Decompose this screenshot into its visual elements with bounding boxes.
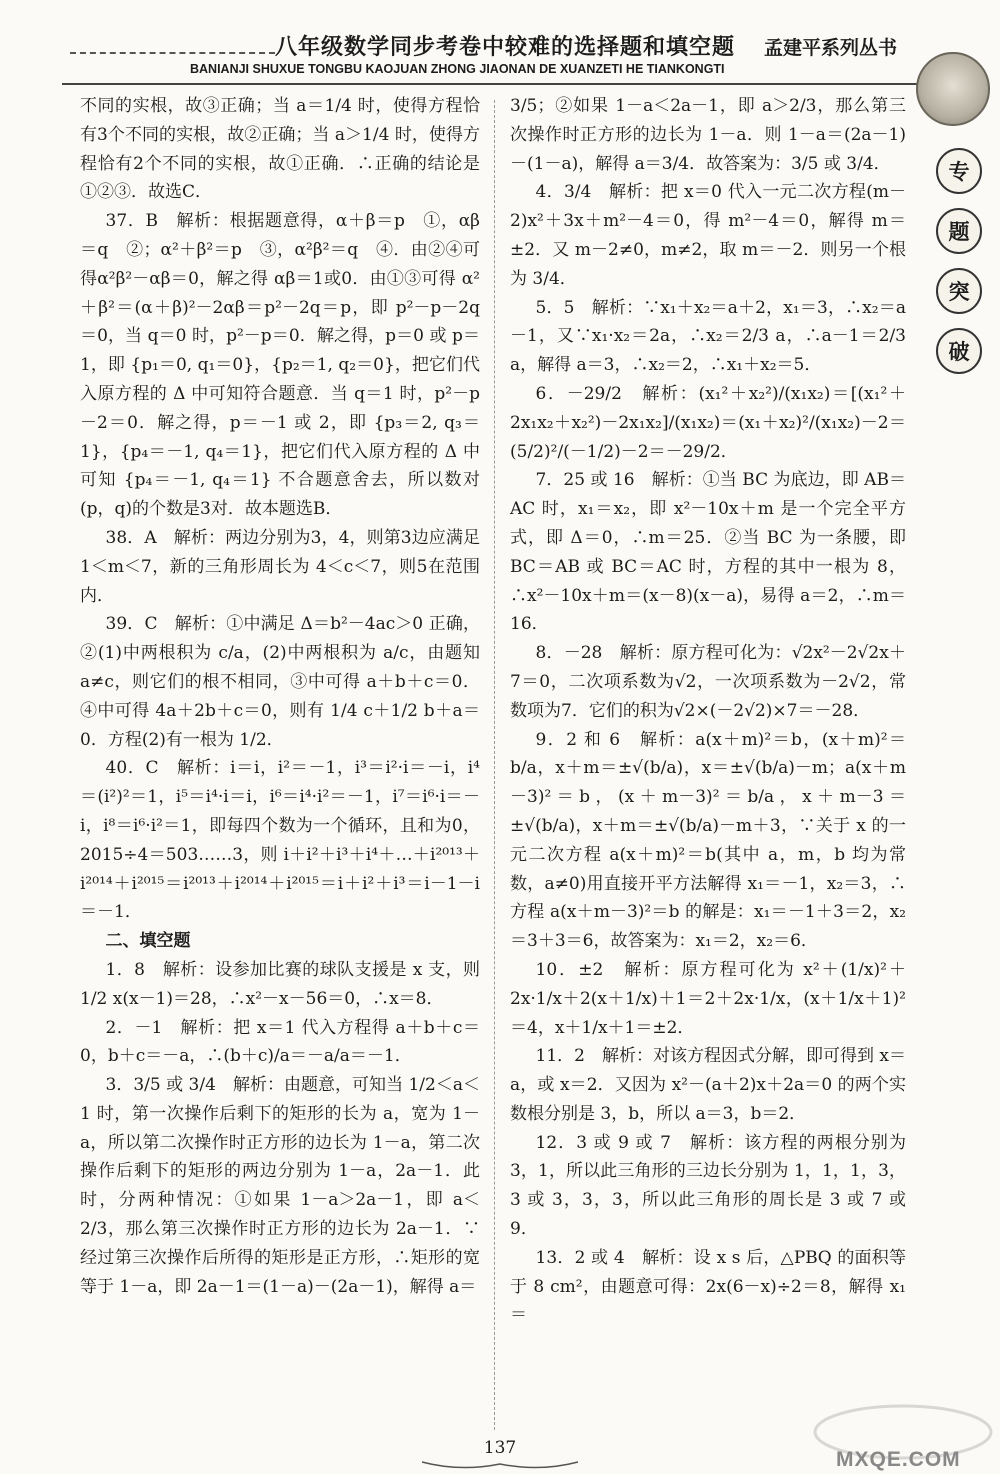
column-divider: [494, 100, 495, 1430]
answer-paragraph: 10．±2 解析：原方程可化为 x²＋(1/x)²＋2x·1/x＋2(x＋1/x)＋1＝2＋2x·1/x，(x＋1/x＋1)²＝4，x＋1/x＋1＝±2．: [510, 959, 906, 1038]
answer-paragraph: 1．8 解析：设参加比赛的球队支援是 x 支，则 1/2 x(x－1)＝28，∴x²－x－56＝0，∴x＝8．: [80, 959, 480, 1009]
answer-paragraph: 6．－29/2 解析：(x₁²＋x₂²)/(x₁x₂)＝[(x₁²＋2x₁x₂＋x₂²)－2x₁x₂]/(x₁x₂)＝(x₁＋x₂)²/(x₁x₂)－2＝(5/2)²/(－1/2)－2＝－29/2．: [510, 383, 906, 462]
side-label: 题: [936, 208, 982, 254]
answer-paragraph: 39．C 解析：①中满足 Δ＝b²－4ac＞0 正确，②(1)中两根积为 c/a，(2)中两根积为 a/c，由题知 a≠c，则它们的根不相同，③中可得 a＋b＋c＝0．④中可得 4a＋2b＋c＝0，则有 1/4 c＋1/2 b＋a＝0．方程(2)有一根为 1/2．: [80, 614, 480, 750]
answer-paragraph: 37．B 解析：根据题意得，α＋β＝p ①，αβ＝q ②；α²＋β²＝p ③，α²β²＝q ④．由②④可得α²β²－αβ＝0，解之得 αβ＝1或0．由①③可得 α²＋β²＝(α＋β)²－2αβ＝p²－2q＝p，即 p²－p－2q＝0，当 q＝0 时，p²－p＝0．解之得，p＝0 或 p＝1，即 {p₁＝0, q₁＝0}，{p₂＝1, q₂＝0}，把它们代入原方程的 Δ 中可知符合题意．当 q＝1 时，p²－p－2＝0．解之得，p＝－1 或 2，即 {p₃＝2, q₃＝1}，{p₄＝－1, q₄＝1}，把它们代入原方程的 Δ 中可知 {p₄＝－1, q₄＝1} 不合题意舍去，所以数对(p，q)的个数是3对．故本题选B．: [80, 211, 480, 520]
header-dash-line: [70, 52, 275, 54]
answer-paragraph: 3．3/5 或 3/4 解析：由题意，可知当 1/2＜a＜1 时，第一次操作后剩下的矩形的长为 a，宽为 1－a，所以第二次操作时正方形的边长为 1－a，第二次操作后剩下的矩形的两边分别为 1－a，2a－1．此时，分两种情况：①如果 1－a＞2a－1，即 a＜2/3，那么第三次操作时正方形的边长为 2a－1．∵经过第三次操作后所得的矩形是正方形，∴矩形的宽等于 1－a，即 2a－1＝(1－a)－(2a－1)，解得 a＝: [80, 1075, 480, 1297]
answer-paragraph: 12．3 或 9 或 7 解析：该方程的两根分别为 3，1，所以此三角形的三边长分别为 1，1，1，3，3 或 3，3，3，所以此三角形的周长是 3 或 7 或 9．: [510, 1132, 906, 1240]
book-title: 八年级数学同步考卷中较难的选择题和填空题: [275, 34, 736, 60]
side-label: 突: [936, 268, 982, 314]
right-column: [510, 92, 906, 1330]
answer-paragraph: 不同的实根，故③正确；当 a＝1/4 时，使得方程恰有3个不同的实根，故②正确；当 a＞1/4 时，使得方程恰有2个不同的实根，故①正确．∴正确的结论是①②③．故选C．: [80, 96, 480, 203]
answer-paragraph: 2．－1 解析：把 x＝1 代入方程得 a＋b＋c＝0，b＋c＝－a，∴(b＋c)/a＝－a/a＝－1．: [80, 1017, 480, 1067]
answer-paragraph: 3/5；②如果 1－a＜2a－1，即 a＞2/3，那么第三次操作时正方形的边长为 1－a．则 1－a＝(2a－1)－(1－a)，解得 a＝3/4．故答案为：3/5 或 3/4．: [510, 96, 906, 174]
answer-paragraph: 4．3/4 解析：把 x＝0 代入一元二次方程(m－2)x²＋3x＋m²－4＝0，得 m²－4＝0，解得 m＝±2．又 m－2≠0，m≠2，取 m＝－2．则另一个根为 3/4．: [510, 182, 906, 289]
page-number: 137: [483, 1438, 517, 1458]
answer-paragraph: 8．－28 解析：原方程可化为：√2x²－2√2x＋7＝0，二次项系数为√2，一次项系数为－2√2，常数项为7．它们的积为√2×(－2√2)×7＝－28．: [510, 643, 906, 721]
section-heading: 二、填空题: [105, 931, 191, 952]
answer-paragraph: 7．25 或 16 解析：①当 BC 为底边，即 AB＝AC 时，x₁＝x₂，即 x²－10x＋m 是一个完全平方式，即 Δ＝0，∴m＝25．②当 BC 为一条腰，即 BC＝AB 或 BC＝AC 时，方程的其中一根为 8，∴x²－10x＋m＝(x－8)(x－a)，易得 a＝2，∴m＝16．: [510, 470, 906, 635]
side-label: 专: [936, 148, 982, 194]
side-label: 破: [936, 328, 982, 374]
left-column: [80, 92, 480, 1301]
header-rule: [62, 83, 932, 85]
answer-paragraph: 11．2 解析：对该方程因式分解，即可得到 x＝a，或 x＝2．又因为 x²－(a＋2)x＋2a＝0 的两个实数根分别是 3，b，所以 a＝3，b＝2．: [510, 1046, 906, 1124]
answer-paragraph: 40．C 解析：i＝i，i²＝－1，i³＝i²·i＝－i，i⁴＝(i²)²＝1，i⁵＝i⁴·i＝i，i⁶＝i⁴·i²＝－1，i⁷＝i⁶·i＝－i，i⁸＝i⁶·i²＝1，即每四个数为一个循环，且和为0，2015÷4＝503……3，则 i＋i²＋i³＋i⁴＋…＋i²⁰¹³＋i²⁰¹⁴＋i²⁰¹⁵＝i²⁰¹³＋i²⁰¹⁴＋i²⁰¹⁵＝i＋i²＋i³＝i－1－i＝－1．: [80, 758, 480, 923]
answer-paragraph: 13．2 或 4 解析：设 x s 后，△PBQ 的面积等于 8 cm²，由题意可得：2x(6－x)÷2＝8，解得 x₁＝: [510, 1247, 906, 1326]
watermark-text: MXQE.COM: [836, 1448, 961, 1471]
answer-paragraph: 38．A 解析：两边分别为3，4，则第3边应满足 1＜m＜7，新的三角形周长为 4＜c＜7，则5在范围内．: [80, 527, 480, 606]
book-title-pinyin: BANIANJI SHUXUE TONGBU KAOJUAN ZHONG JIAONAN DE XUANZETI HE TIANKONGTI: [190, 62, 725, 76]
page-header: [0, 0, 1000, 90]
footer-ornament: [420, 1460, 580, 1472]
answer-paragraph: 5．5 解析：∵x₁＋x₂＝a＋2，x₁＝3，∴x₂＝a－1，又∵x₁·x₂＝2a，∴x₂＝2/3 a，∴a－1＝2/3 a，解得 a＝3，∴x₂＝2，∴x₁＋x₂＝5．: [510, 297, 906, 376]
side-topic-labels: [936, 148, 986, 388]
series-name: 孟建平系列丛书: [764, 37, 898, 59]
series-seal-logo: [916, 52, 990, 126]
answer-paragraph: 9．2 和 6 解析：a(x＋m)²＝b，(x＋m)²＝b/a，x＋m＝±√(b/a)，x＝±√(b/a)－m；a(x＋m－3)²＝b，(x＋m－3)²＝b/a，x＋m－3＝±√(b/a)，x＋m＝±√(b/a)－m＋3，∵关于 x 的一元二次方程 a(x＋m)²＝b(其中 a，m，b 均为常数，a≠0)用直接开平方法解得 x₁＝－1，x₂＝3，∴方程 a(x＋m－3)²＝b 的解是：x₁＝－1＋3＝2，x₂＝3＋3＝6，故答案为：x₁＝2，x₂＝6．: [510, 729, 906, 952]
